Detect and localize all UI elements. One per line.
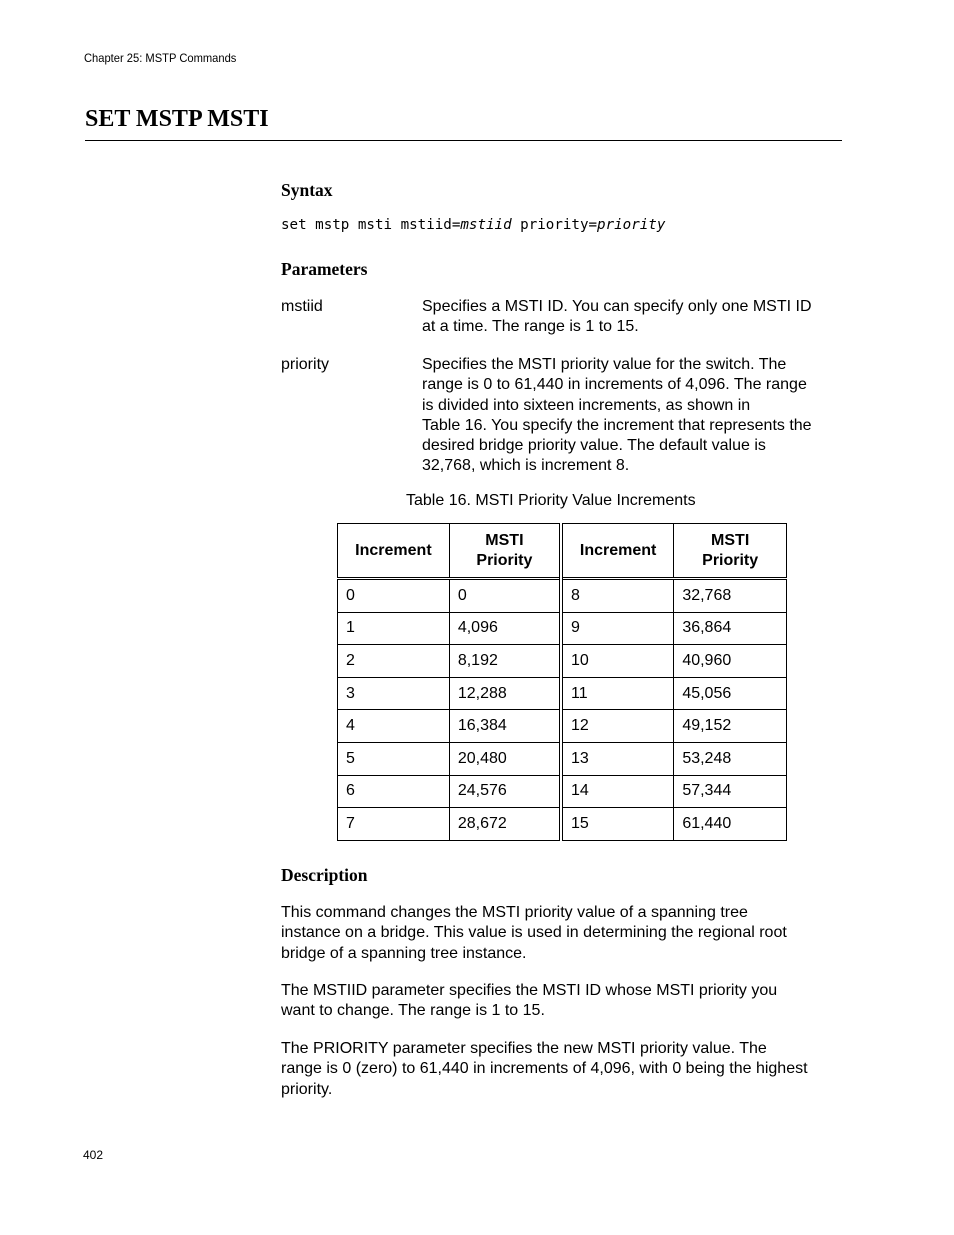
priority-cell: 28,672 [449, 808, 561, 841]
increment-cell: 9 [561, 612, 674, 645]
increment-cell: 1 [338, 612, 450, 645]
table-caption: Table 16. MSTI Priority Value Increments [406, 492, 696, 509]
increment-cell: 14 [561, 775, 674, 808]
syntax-prefix: set mstp msti mstiid= [281, 217, 461, 233]
para-line: bridge of a spanning tree instance. [281, 944, 527, 962]
priority-cell: 32,768 [674, 579, 787, 613]
description-heading: Description [281, 865, 368, 885]
priority-cell: 8,192 [449, 645, 561, 678]
desc-line: is divided into sixteen increments, as shown in [422, 396, 751, 414]
syntax-mstiid-variable: mstiid [460, 217, 512, 233]
header-line: Priority [702, 551, 759, 569]
header-msti-priority-2 [674, 524, 787, 579]
priority-cell: 45,056 [674, 677, 787, 710]
priority-table [337, 523, 787, 841]
table-row [338, 645, 787, 678]
priority-cell: 57,344 [674, 775, 787, 808]
header-line: MSTI [711, 531, 750, 549]
increment-cell: 11 [561, 677, 674, 710]
increment-cell: 2 [338, 645, 450, 678]
increment-cell: 8 [561, 579, 674, 613]
header-line: Priority [476, 551, 533, 569]
syntax-command [281, 217, 665, 233]
increment-cell: 12 [561, 710, 674, 743]
para-line: This command changes the MSTI priority value of a spanning tree [281, 904, 748, 921]
title-rule [85, 140, 842, 141]
increment-cell: 10 [561, 645, 674, 678]
running-header: Chapter 25: MSTP Commands [84, 51, 237, 65]
increment-cell: 0 [338, 579, 450, 613]
table-header-row [338, 524, 787, 579]
desc-line: 32,768, which is increment 8. [422, 457, 630, 475]
priority-cell: 61,440 [674, 808, 787, 841]
table-row [338, 612, 787, 645]
priority-cell: 24,576 [449, 775, 561, 808]
increment-cell: 4 [338, 710, 450, 743]
table-row [338, 677, 787, 710]
param-priority-name: priority [281, 356, 330, 373]
increment-cell: 15 [561, 808, 674, 841]
desc-line: Specifies a MSTI ID. You can specify only one MSTI ID [422, 298, 812, 315]
para-line: The PRIORITY parameter specifies the new MSTI priority value. The [281, 1040, 767, 1057]
param-mstiid-description [422, 297, 847, 338]
table-row [338, 579, 787, 613]
priority-cell: 40,960 [674, 645, 787, 678]
priority-cell: 12,288 [449, 677, 561, 710]
description-paragraph-1 [281, 903, 847, 964]
desc-line: range is 0 to 61,440 in increments of 4,096. The range [422, 376, 807, 394]
table-row [338, 775, 787, 808]
syntax-heading: Syntax [281, 180, 333, 200]
description-paragraph-2 [281, 981, 847, 1022]
para-line: The MSTIID parameter specifies the MSTI ID whose MSTI priority you [281, 982, 778, 999]
priority-cell: 36,864 [674, 612, 787, 645]
syntax-priority-keyword: priority= [511, 217, 598, 233]
table-row [338, 742, 787, 775]
param-priority-description [422, 355, 847, 477]
header-msti-priority [449, 524, 561, 579]
priority-cell: 16,384 [449, 710, 561, 743]
parameters-heading: Parameters [281, 259, 368, 279]
page-number: 402 [83, 1148, 104, 1162]
increment-cell: 5 [338, 742, 450, 775]
table-row [338, 808, 787, 841]
increment-cell: 3 [338, 677, 450, 710]
description-paragraph-3 [281, 1039, 847, 1100]
table-row [338, 710, 787, 743]
desc-line: Specifies the MSTI priority value for the switch. The [422, 356, 787, 373]
priority-cell: 0 [449, 579, 561, 613]
priority-cell: 53,248 [674, 742, 787, 775]
increment-cell: 6 [338, 775, 450, 808]
desc-line: desired bridge priority value. The default value is [422, 437, 766, 455]
para-line: instance on a bridge. This value is used in determining the regional root [281, 924, 787, 942]
desc-line: Table 16. You specify the increment that represents the [422, 416, 812, 434]
desc-line: at a time. The range is 1 to 15. [422, 318, 639, 336]
param-mstiid-name: mstiid [281, 298, 323, 315]
header-line: MSTI [485, 531, 524, 549]
header-increment-2: Increment [561, 524, 674, 579]
priority-cell: 4,096 [449, 612, 561, 645]
increment-cell: 7 [338, 808, 450, 841]
header-increment: Increment [338, 524, 450, 579]
para-line: priority. [281, 1080, 333, 1098]
para-line: range is 0 (zero) to 61,440 in increments of 4,096, with 0 being the highest [281, 1060, 808, 1078]
increment-cell: 13 [561, 742, 674, 775]
syntax-priority-variable: priority [597, 217, 666, 233]
priority-cell: 49,152 [674, 710, 787, 743]
page-title: SET MSTP MSTI [85, 106, 269, 132]
para-line: want to change. The range is 1 to 15. [281, 1002, 545, 1020]
priority-cell: 20,480 [449, 742, 561, 775]
